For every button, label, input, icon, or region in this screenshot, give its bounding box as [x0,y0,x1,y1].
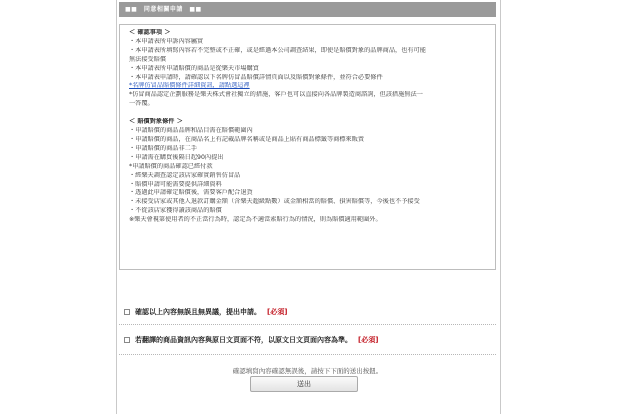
confirm-line: ・本申請表所申訴內容屬實 [129,37,204,45]
note-line: *仿冒商品認定企劃服務是樂天株式會社獨立的措施，客戶也可以直接向各品牌製造商諮詢，但該措施無法一 [129,91,423,99]
confirm-section-title: ＜ 確認事項 ＞ [129,29,171,36]
required-badge: [必須] [267,308,288,316]
agree-translation-label[interactable]: 若翻譯的商品資訊內容與原日文頁面不符，以原文日文頁面內容為準。 [135,336,352,344]
agree-terms-checkbox[interactable] [124,309,130,315]
condition-line: *申請賠償的商品確認已經付款 [129,162,213,170]
condition-line: ・賠償申請可能需要提供詳細資料 [129,180,222,188]
confirm-line: ・本申請表所申請賠償的商品是從樂天市場購買 [129,64,259,72]
divider [119,354,496,355]
section-header: ■■ 同意相關申請 ■■ [119,2,496,17]
confirm-line: ・本申請表所填寫內容若不完整或不正確，或是經過本公司調查結果，即使是賠償對象的品牌商品，也有可能 [129,46,426,54]
condition-line: ・申請需在購買後隔日起90內提出 [129,153,224,161]
condition-line: ・申請賠償的商品非二手 [129,144,198,152]
conditions-section-title: ＜ 賠償對象條件 ＞ [129,118,183,126]
condition-line: ・申請賠償的商品，在商品名上有記載品牌名稱或是商品上貼有商品標籤等商標來販賣 [129,135,365,143]
condition-line: ※樂天會視第使用者的不正當行為時，認定為不適當索賠行為的情況，則為賠償適用範圍外。 [129,216,382,224]
confirm-line: 無法接受賠償 [129,55,167,63]
agree-terms-row[interactable] [124,307,494,317]
condition-line: ・申請賠償的商品品牌和品目需在賠償範圍內 [129,127,253,135]
submit-instruction: 確認填寫內容確認無誤後，請按下下面的送出按鈕。 [232,367,383,375]
confirm-line: ・本申請表申請時，請確認以下名牌仿冒品賠償詳情頁面以及賠償對象條件，並符合必要條件 [129,73,383,81]
required-badge: [必須] [358,336,379,344]
terms-box [119,24,496,270]
divider [119,324,496,325]
condition-line: ・經樂天調查認定該店家確實銷售仿冒品 [129,171,241,179]
agree-translation-row[interactable] [124,335,494,345]
agree-translation-checkbox[interactable] [124,337,130,343]
condition-line: ・不從該店家獲得讀該商品的賠償 [129,207,222,215]
condition-line: ・未接受店家或其他人退款訂購金額（含樂天超級點數）或金額相當的賠償、損害賠償等，今後也不予接受 [129,198,420,206]
note-line: 一答覆。 [129,100,154,108]
counterfeit-conditions-link[interactable]: *名牌仿冒品賠償條件詳細資訊，請點選這裡 [129,82,250,90]
agree-terms-label[interactable]: 確認以上內容無誤且無異議，提出申請。 [135,308,261,316]
condition-line: ・透過此申請確定賠償後，需要客戶配合退貨 [129,189,253,197]
submit-button[interactable]: 送出 [250,376,358,392]
